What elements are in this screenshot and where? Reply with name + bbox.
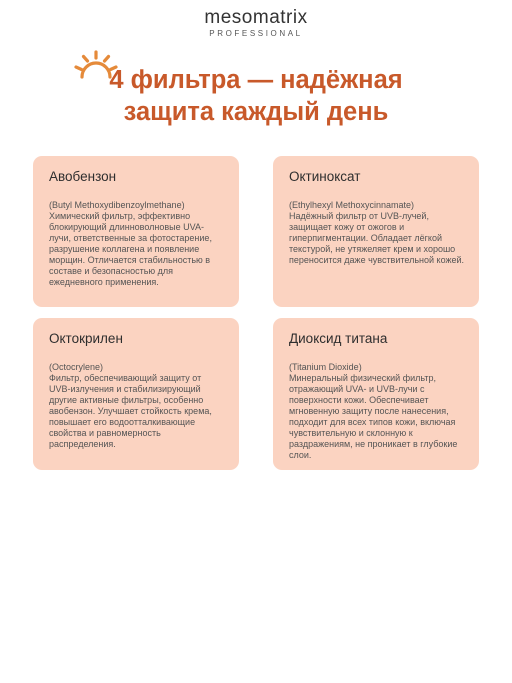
card-description: Надёжный фильтр от UVB-лучей, защищает кожу от ожогов и гиперпигментации. Обладает лёгкой текстурой, не утяжеляет крем и хорошо переносится даже чувствительной кожей. (289, 211, 465, 265)
brand-subtitle: PROFESSIONAL (209, 29, 303, 38)
card-title: Диоксид титана (289, 331, 388, 346)
filter-card-titanium-dioxide (273, 318, 479, 470)
headline-line-2: защита каждый день (123, 98, 389, 126)
card-description: Химический фильтр, эффективно блокирующий длинноволновые UVA-лучи, ответственные за фотостарение, разрушение коллагена и появление морщин. Отличается стабильностью в составе и безопасностью для ежедневного применения. (49, 211, 212, 287)
filter-card-avobenzone (33, 156, 239, 307)
card-latin-name: (Butyl Methoxydibenzoylmethane) (49, 200, 185, 210)
card-title: Октокрилен (49, 331, 123, 346)
card-description: Минеральный физический фильтр, отражающий UVA- и UVB-лучи с поверхности кожи. Обеспечивает мгновенную защиту после нанесения, подходит для всех типов кожи, включая чувствительную и склонную к раздражениям, не проникает в глубокие слои. (289, 373, 458, 460)
card-description: Фильтр, обеспечивающий защиту от UVB-излучения и стабилизирующий другие активные фильтры, особенно авобензон. Улучшает стойкость крема, повышает его водоотталкивающие свойства и равномерность распределения. (49, 373, 212, 449)
filter-card-octinoxate (273, 156, 479, 307)
card-title: Авобензон (49, 169, 117, 184)
card-title: Октиноксат (289, 169, 361, 184)
card-latin-name: (Ethylhexyl Methoxycinnamate) (289, 200, 415, 210)
filter-card-octocrylene (33, 318, 239, 470)
card-latin-name: (Octocrylene) (49, 362, 104, 372)
card-latin-name: (Titanium Dioxide) (289, 362, 362, 372)
headline-line-1: 4 фильтра — надёжная (109, 66, 403, 94)
brand-name: mesomatrix (204, 7, 308, 28)
brand-logo (0, 8, 512, 39)
headline (0, 64, 512, 128)
